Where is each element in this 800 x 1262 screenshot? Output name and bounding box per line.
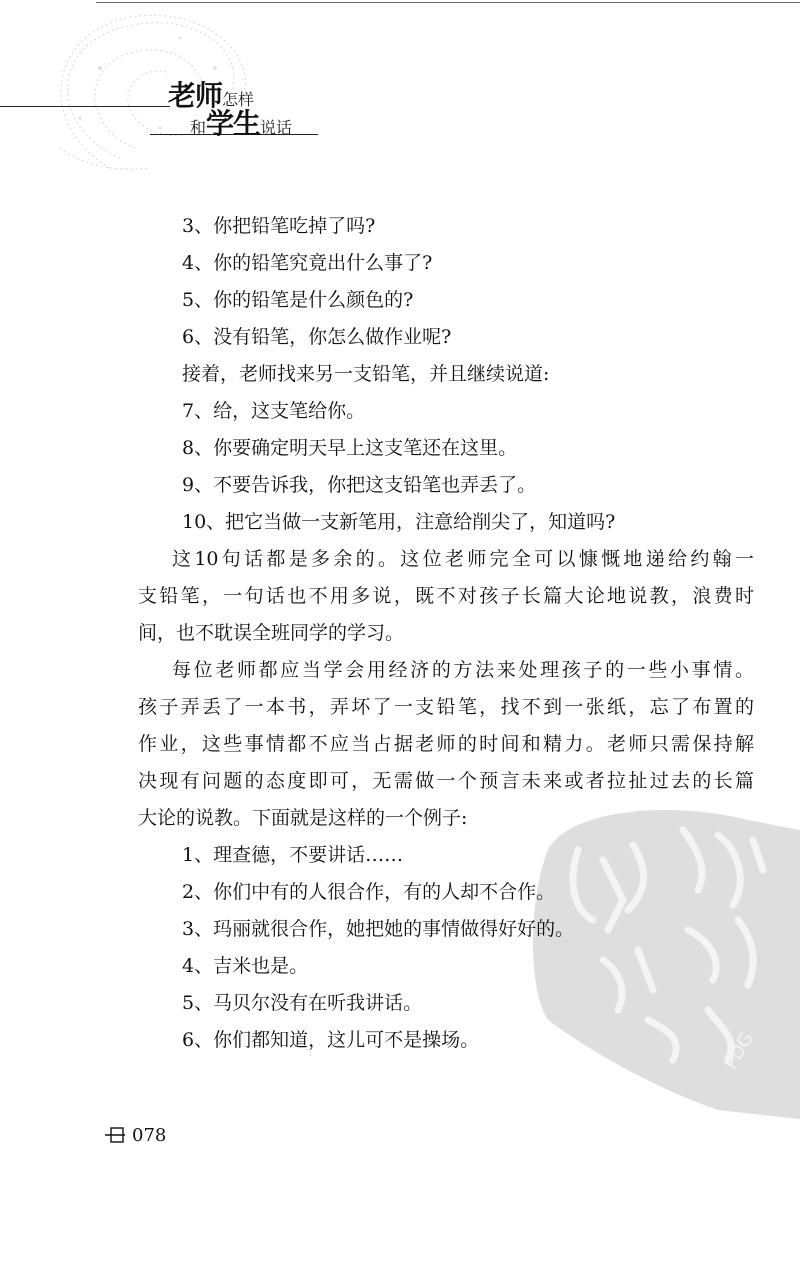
title-big-text: 学生 [206,107,261,140]
page-footer [104,1123,166,1147]
book-title-line-1 [168,79,255,112]
list-item: 6、没有铅笔，你怎么做作业呢? [182,326,452,348]
title-big-text: 老师 [168,79,223,112]
watermark-text: PDG [720,1029,758,1074]
list-item: 5、马贝尔没有在听我讲话。 [182,992,423,1014]
header-top-rule [96,2,800,3]
paragraph-line: 大论的说教。下面就是这样的一个例子: [138,807,468,829]
paragraph-line: 孩子弄丢了一本书，弄坏了一支铅笔，找不到一张纸，忘了布置的 [138,696,754,718]
list-item: 4、你的铅笔究竟出什么事了? [182,252,433,274]
list-item: 7、给，这支笔给你。 [182,400,366,422]
page-marker-icon [104,1126,126,1144]
page-number: 078 [132,1124,167,1146]
list-item: 2、你们中有的人很合作，有的人却不合作。 [182,881,556,903]
book-title-line-2 [190,107,293,140]
list-item: 4、吉米也是。 [182,955,309,977]
paragraph-line: 支铅笔，一句话也不用多说，既不对孩子长篇大论地说教，浪费时 [138,585,754,607]
list-item: 9、不要告诉我，你把这支铅笔也弄丢了。 [182,474,537,496]
paragraph-line: 每位老师都应当学会用经济的方法来处理孩子的一些小事情。 [172,659,754,681]
list-item: 10、把它当做一支新笔用，注意给削尖了，知道吗? [182,511,616,533]
title-small-text: 说话 [260,118,293,137]
title-small-text: 怎样 [222,90,255,109]
list-item: 6、你们都知道，这儿可不是操场。 [182,1029,480,1051]
list-item: 5、你的铅笔是什么颜色的? [182,289,414,311]
list-item: 1、理查德，不要讲话…… [182,844,404,866]
list-item: 3、玛丽就很合作，她把她的事情做得好好的。 [182,918,575,940]
header-rule-upper [0,106,170,107]
text-line: 接着，老师找来另一支铅笔，并且继续说道: [182,363,550,385]
paragraph-line: 作业，这些事情都不应当占据老师的时间和精力。老师只需保持解 [138,733,754,755]
title-small-text: 和 [190,118,207,137]
paragraph-line: 间，也不耽误全班同学的学习。 [138,622,405,644]
paragraph-line: 这10句话都是多余的。这位老师完全可以慷慨地递给约翰一 [172,548,754,570]
list-item: 3、你把铅笔吃掉了吗? [182,215,376,237]
paragraph-line: 决现有问题的态度即可，无需做一个预言未来或者拉扯过去的长篇 [138,770,754,792]
list-item: 8、你要确定明天早上这支笔还在这里。 [182,437,518,459]
page-header [0,0,800,190]
page-body [138,208,754,1059]
